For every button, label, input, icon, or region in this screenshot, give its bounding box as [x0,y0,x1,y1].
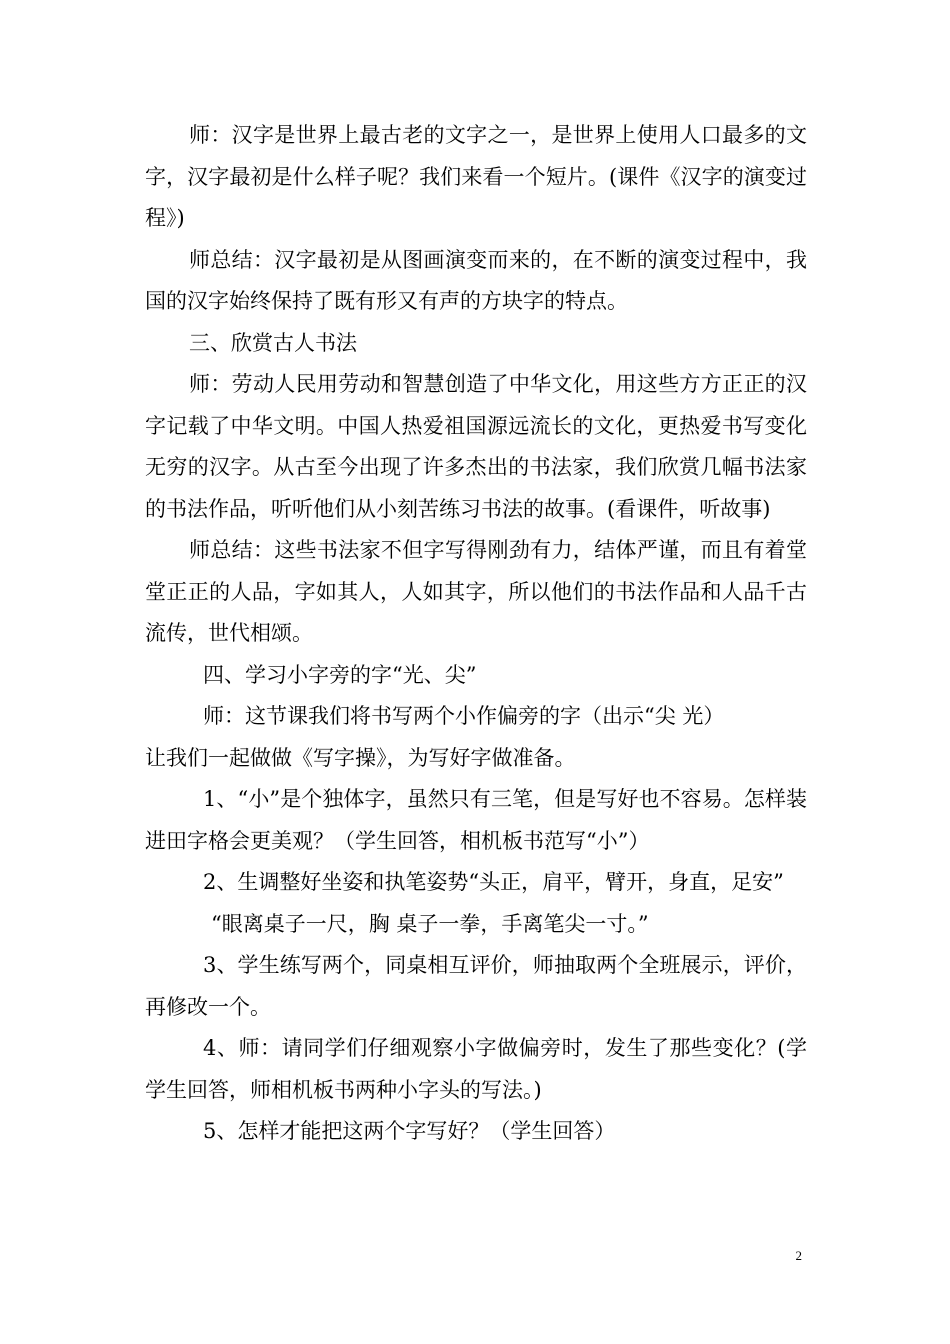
document-body [145,115,807,1153]
list-item-1: 1、“小”是个独体字，虽然只有三笔，但是写好也不容易。怎样装进田字格会更美观？（学生回答，相机板书范写“小”） [145,787,807,853]
section-heading-3: 三、欣赏古人书法 [189,330,357,355]
paragraph-summary-1: 师总结：汉字最初是从图画演变而来的，在不断的演变过程中，我国的汉字始终保持了既有形又有声的方块字的特点。 [145,247,807,313]
paragraph-calligraphy: 师：劳动人民用劳动和智慧创造了中华文化，用这些方方正正的汉字记载了中华文明。中国人热爱祖国源远流长的文化，更热爱书写变化无穷的汉字。从古至今出现了许多杰出的书法家，我们欣赏几幅书法家的书法作品，听听他们从小刻苦练习书法的故事。(看课件，听故事) [145,372,807,521]
paragraph-intro: 师：汉字是世界上最古老的文字之一，是世界上使用人口最多的文字，汉字最初是什么样子呢？我们来看一个短片。(课件《汉字的演变过程》) [145,123,807,230]
list-item-5: 5、怎样才能把这两个字写好？（学生回答） [203,1119,616,1143]
list-item-2: 2、生调整好坐姿和执笔姿势“头正，肩平，臂开，身直，足安” [203,870,784,894]
list-item-2-continued: “眼离桌子一尺，胸 桌子一拳，手离笔尖一寸。” [211,911,649,936]
list-item-4: 4、师：请同学们仔细观察小字做偏旁时，发生了那些变化？(学学生回答，师相机板书两种小字头的写法。) [145,1036,807,1102]
paragraph-exercise: 让我们一起做做《写字操》，为写好字做准备。 [145,745,576,770]
list-item-3: 3、学生练写两个，同桌相互评价，师抽取两个全班展示，评价，再修改一个。 [145,953,807,1019]
page-number: 2 [795,1248,802,1263]
paragraph-lesson-intro: 师：这节课我们将书写两个小作偏旁的字（出示“尖 光） [203,704,725,728]
paragraph-summary-2: 师总结：这些书法家不但字写得刚劲有力，结体严谨，而且有着堂堂正正的人品，字如其人，人如其字，所以他们的书法作品和人品千古流传，世代相颂。 [145,538,807,645]
section-heading-4: 四、学习小字旁的字“光、尖” [203,662,477,687]
